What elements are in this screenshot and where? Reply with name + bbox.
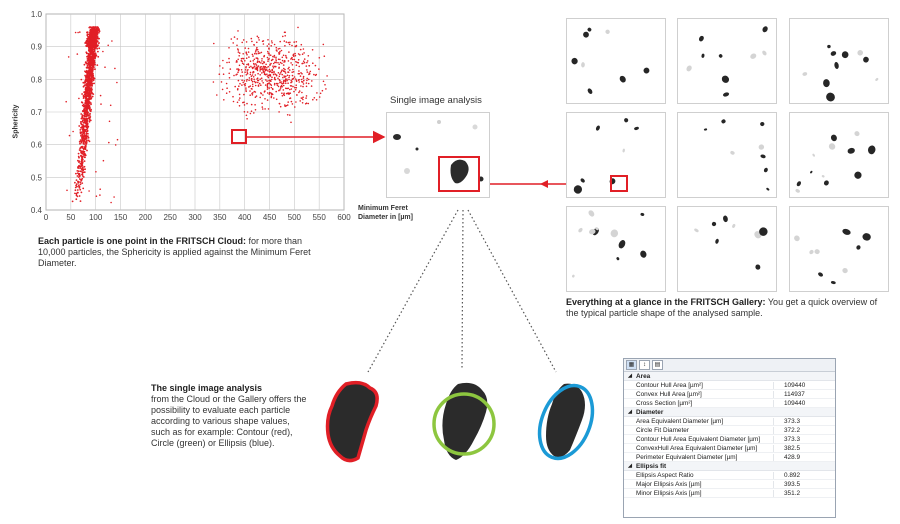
property-value: 373.3 [784, 435, 800, 443]
cloud-selection-box [231, 129, 247, 144]
gallery-tile[interactable] [789, 206, 889, 292]
ellipse-fit-example [526, 374, 606, 470]
property-row[interactable] [624, 381, 835, 390]
cloud-caption-bold: Each particle is one point in the FRITSCH Cloud: [38, 236, 247, 246]
x-tick-label: 50 [66, 213, 76, 222]
arrow-gallery-head [540, 180, 548, 188]
dotted-line-circle [462, 210, 463, 368]
properties-panel [623, 358, 836, 518]
property-value: 109440 [784, 381, 806, 389]
gallery-tile[interactable] [789, 112, 889, 198]
x-tick-label: 600 [337, 213, 351, 222]
gallery-caption-text: You get a quick overview of the typical particle shape of the analysed sample. [566, 297, 878, 318]
property-group-name: Diameter [636, 408, 664, 416]
x-tick-label: 0 [43, 213, 49, 222]
property-row[interactable] [624, 390, 835, 399]
property-row[interactable] [624, 489, 835, 498]
property-value: 372.2 [784, 426, 800, 434]
collapse-icon[interactable]: ◢ [628, 373, 632, 379]
property-label: Minor Ellipsis Axis [µm] [624, 490, 774, 497]
property-value: 373.3 [784, 417, 800, 425]
gallery-selection-box [610, 175, 628, 192]
x-tick-label: 500 [287, 213, 302, 222]
x-tick-label: 400 [237, 213, 252, 222]
property-value: 382.5 [784, 444, 800, 452]
property-label: Contour Hull Area Equivalent Diameter [µm] [624, 436, 774, 443]
circle-fit-example [428, 378, 506, 470]
property-value: 393.5 [784, 480, 800, 488]
y-tick-label: 0.7 [30, 108, 42, 117]
x-tick-label: 350 [213, 213, 227, 222]
y-tick-label: 0.5 [30, 173, 42, 183]
y-tick-label: 0.9 [30, 42, 42, 52]
x-tick-label: 150 [113, 213, 128, 222]
cloud-caption-text: for more than 10,000 particles, the Sphericity is applied against the Minimum Feret Diameter. [38, 236, 311, 268]
property-value: 109440 [784, 399, 806, 407]
gallery-tile[interactable] [677, 112, 777, 198]
single-image-title: Single image analysis [390, 95, 482, 106]
property-row[interactable] [624, 444, 835, 453]
contour-particle [328, 383, 378, 461]
gallery-tile[interactable] [566, 18, 666, 104]
x-axis-label-line2: Diameter in [µm] [358, 214, 413, 221]
x-tick-label: 200 [138, 213, 153, 222]
x-tick-label: 100 [88, 213, 103, 222]
single-image-caption-text: from the Cloud or the Gallery offers the possibility to evaluate each particle according to various shape values, such as for example: Contour (red), Circle (green) or Ellipsis (blue). [151, 394, 307, 448]
y-tick-label: 1.0 [30, 10, 42, 19]
property-row[interactable] [624, 399, 835, 408]
collapse-icon[interactable]: ◢ [628, 409, 632, 415]
property-row[interactable] [624, 480, 835, 489]
dotted-line-contour [368, 210, 458, 372]
property-label: Contour Hull Area [µm²] [624, 382, 774, 389]
dotted-line-ellipse [468, 210, 556, 372]
y-tick-label: 0.4 [30, 206, 42, 215]
y-tick-label: 0.8 [30, 75, 42, 85]
property-label: Convex Hull Area [µm²] [624, 391, 774, 398]
property-row[interactable] [624, 426, 835, 435]
property-group-name: Area [636, 372, 651, 380]
property-value: 428.9 [784, 453, 800, 461]
property-row[interactable] [624, 417, 835, 426]
gallery-tile[interactable] [677, 206, 777, 292]
gallery-tile[interactable] [566, 206, 666, 292]
property-label: Circle Fit Diameter [624, 427, 774, 434]
collapse-icon[interactable]: ◢ [628, 463, 632, 469]
x-tick-label: 250 [163, 213, 177, 222]
pages-icon[interactable]: ▤ [652, 360, 663, 370]
contour-fit-example [318, 378, 398, 470]
gallery-tile[interactable] [677, 18, 777, 104]
y-axis-label: Sphericity [12, 104, 20, 139]
property-value: 114937 [784, 390, 805, 398]
sort-az-icon[interactable]: ↕ [639, 360, 650, 370]
property-group-header[interactable] [624, 462, 835, 471]
property-label: Major Ellipsis Axis [µm] [624, 481, 774, 488]
single-image-caption [151, 383, 311, 449]
property-row[interactable] [624, 453, 835, 462]
single-image-selection-box [438, 156, 480, 192]
y-tick-label: 0.6 [30, 140, 42, 150]
property-row[interactable] [624, 435, 835, 444]
x-tick-label: 550 [312, 213, 326, 222]
gallery-caption [566, 297, 890, 319]
single-image-caption-bold: The single image analysis [151, 383, 263, 393]
property-group-header[interactable] [624, 408, 835, 417]
property-label: ConvexHull Area Equivalent Diameter [µm] [624, 445, 774, 452]
property-label: Ellipsis Aspect Ratio [624, 472, 774, 479]
properties-grid [624, 372, 835, 498]
property-group-header[interactable] [624, 372, 835, 381]
property-label: Area Equivalent Diameter [µm] [624, 418, 774, 425]
properties-toolbar [624, 359, 835, 372]
property-label: Perimeter Equivalent Diameter [µm] [624, 454, 774, 461]
property-label: Cross Section [µm²] [624, 400, 774, 407]
categorized-icon[interactable]: ▦ [626, 360, 637, 370]
property-group-name: Ellipsis fit [636, 462, 667, 470]
gallery-caption-bold: Everything at a glance in the FRITSCH Gallery: [566, 297, 766, 307]
gallery-tile[interactable] [789, 18, 889, 104]
property-value: 351.2 [784, 489, 800, 497]
x-tick-label: 450 [262, 213, 277, 222]
x-axis-label-line1: Minimum Feret [358, 205, 408, 212]
property-value: 0.892 [784, 471, 800, 479]
x-tick-label: 300 [188, 213, 202, 222]
property-row[interactable] [624, 471, 835, 480]
